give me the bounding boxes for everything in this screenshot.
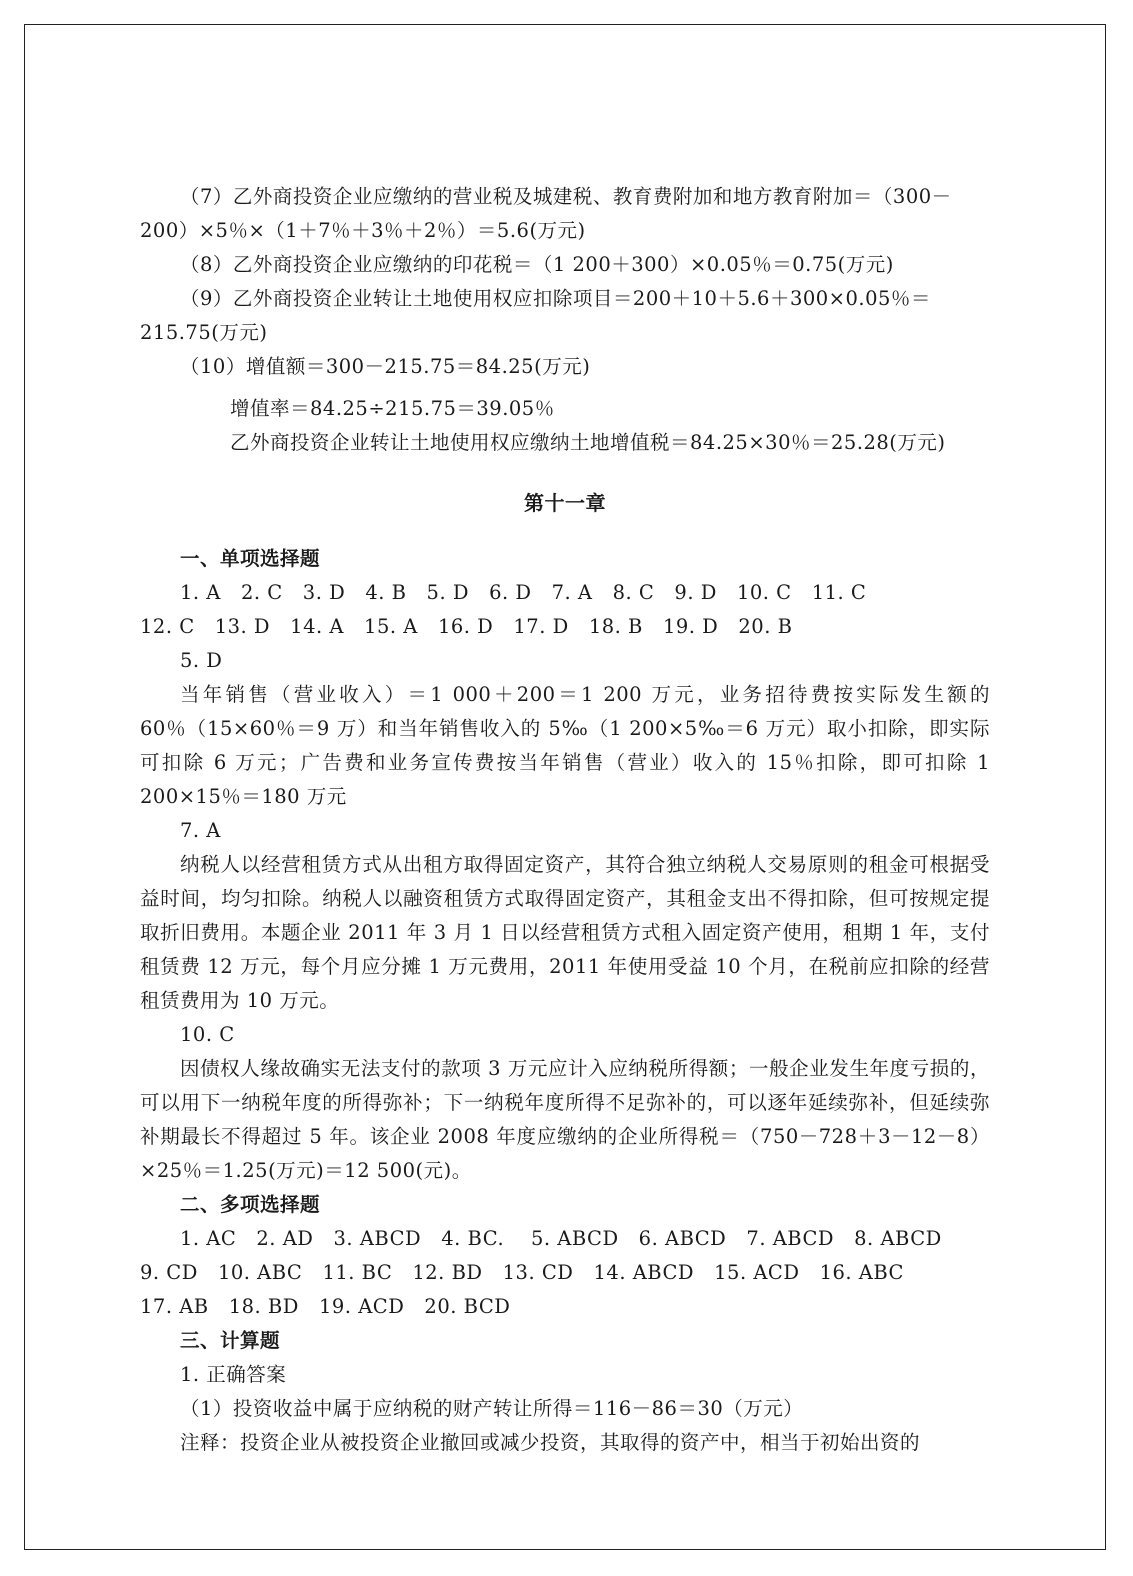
calc-q1-p1: （1）投资收益中属于应纳税的财产转让所得＝116－86＝30（万元） [180, 1397, 804, 1420]
single-answers-line2: 12. C 13. D 14. A 15. A 16. D 17. D 18. B 19. D 20. B [140, 615, 793, 638]
q7-label: 7. A [180, 819, 221, 842]
q10-label: 10. C [180, 1023, 235, 1046]
p10-tax: 乙外商投资企业转让土地使用权应缴纳土地增值税＝84.25×30％＝25.28(万元) [230, 431, 946, 454]
multi-choice-heading: 二、多项选择题 [180, 1193, 321, 1216]
calc-q1-label: 1. 正确答案 [180, 1363, 287, 1386]
q10-text: 因债权人缘故确实无法支付的款项 3 万元应计入应纳税所得额；一般企业发生年度亏损的，可以用下一纳税年度的所得弥补；下一纳税年度所得不足弥补的，可以逐年延续弥补，但延续弥补期最长不得超过 5 年。该企业 2008 年度应缴纳的企业所得税＝（750－728＋3－12－8）×25％＝1.25(万元)＝12 500(元)。 [140, 1057, 990, 1182]
calculation-heading: 三、计算题 [180, 1329, 281, 1352]
p9-line1: （9）乙外商投资企业转让土地使用权应扣除项目＝200＋10＋5.6＋300×0.05％＝ [180, 287, 931, 310]
page-content [140, 180, 990, 1460]
chapter-title: 第十一章 [524, 491, 606, 515]
multi-answers-line3: 17. AB 18. BD 19. ACD 20. BCD [140, 1295, 511, 1318]
p7-line1: （7）乙外商投资企业应缴纳的营业税及城建税、教育费附加和地方教育附加＝（300－ [180, 185, 952, 208]
p8: （8）乙外商投资企业应缴纳的印花税＝（1 200＋300）×0.05％＝0.75(万元) [180, 253, 894, 276]
single-choice-heading: 一、单项选择题 [180, 547, 321, 570]
calc-q1-note: 注释：投资企业从被投资企业撤回或减少投资，其取得的资产中，相当于初始出资的 [180, 1431, 921, 1454]
q5-label: 5. D [180, 649, 223, 672]
p9-line2: 215.75(万元) [140, 321, 268, 344]
multi-answers-line1: 1. AC 2. AD 3. ABCD 4. BC. 5. ABCD 6. ABCD 7. ABCD 8. ABCD [180, 1227, 942, 1250]
single-answers-line1: 1. A 2. C 3. D 4. B 5. D 6. D 7. A 8. C 9. D 10. C 11. C [180, 581, 867, 604]
multi-answers-line2: 9. CD 10. ABC 11. BC 12. BD 13. CD 14. ABCD 15. ACD 16. ABC [140, 1261, 904, 1284]
p10: （10）增值额＝300－215.75＝84.25(万元) [180, 355, 591, 378]
q5-text: 当年销售（营业收入）＝1 000＋200＝1 200 万元，业务招待费按实际发生额的 60％（15×60％＝9 万）和当年销售收入的 5‰（1 200×5‰＝6 万元）取小扣除，即实际可扣除 6 万元；广告费和业务宣传费按当年销售（营业）收入的 15％扣除，即可扣除 1 200×15％＝180 万元 [140, 683, 990, 808]
p7-line2: 200）×5％×（1＋7％＋3％＋2％）＝5.6(万元) [140, 219, 586, 242]
p10-rate: 增值率＝84.25÷215.75＝39.05％ [230, 397, 555, 420]
q7-text: 纳税人以经营租赁方式从出租方取得固定资产，其符合独立纳税人交易原则的租金可根据受益时间，均匀扣除。纳税人以融资租赁方式取得固定资产，其租金支出不得扣除，但可按规定提取折旧费用。本题企业 2011 年 3 月 1 日以经营租赁方式租入固定资产使用，租期 1 年，支付租赁费 12 万元，每个月应分摊 1 万元费用，2011 年使用受益 10 个月，在税前应扣除的经营租赁费用为 10 万元。 [140, 853, 990, 1012]
